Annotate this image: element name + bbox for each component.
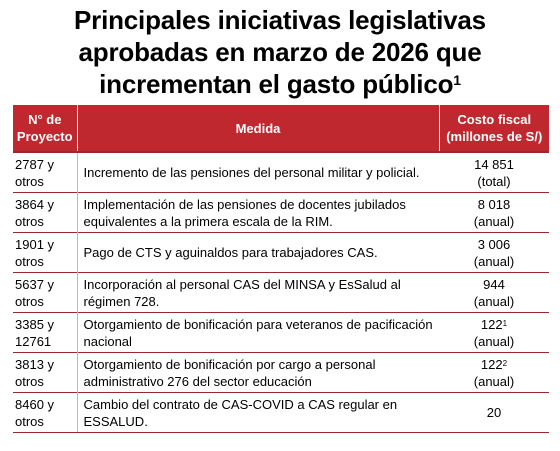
cost-unit: (anual)	[473, 293, 515, 309]
measure-text: Incremento de las pensiones del personal militar y policial.	[77, 152, 439, 193]
cost-value: 14 851	[474, 156, 514, 172]
header-cost: Costo fiscal (millones de S/)	[439, 105, 549, 152]
header-measure: Medida	[77, 105, 439, 152]
cost-unit: (anual)	[473, 253, 515, 269]
measure-text: Otorgamiento de bonificación por cargo a personal administrativo 276 del sector educación	[77, 353, 439, 393]
project-number: 1901 y otros	[13, 233, 77, 273]
measure-text: Pago de CTS y aguinaldos para trabajadores CAS.	[77, 233, 439, 273]
cost-value: 8 018	[477, 196, 511, 212]
cost-value: 20	[486, 405, 502, 420]
cost-value: 3 006	[477, 236, 511, 252]
header-project: N° de Proyecto	[13, 105, 77, 152]
page-title	[0, 4, 560, 100]
cost-unit: (anual)	[473, 373, 515, 389]
cost-footnote: 2	[502, 358, 508, 368]
measure-text: Implementación de las pensiones de docentes jubilados equivalentes a la primera escala de la RIM.	[77, 193, 439, 233]
cost-footnote: 1	[502, 318, 508, 328]
cost-cell	[439, 193, 549, 233]
cost-cell	[439, 152, 549, 193]
table-row	[13, 393, 549, 433]
cost-unit: (total)	[477, 173, 511, 189]
title-footnote-mark: 1	[453, 72, 461, 88]
cost-unit: (anual)	[473, 333, 515, 349]
project-number: 3813 y otros	[13, 353, 77, 393]
cost-cell	[439, 273, 549, 313]
table-row	[13, 353, 549, 393]
project-number: 8460 y otros	[13, 393, 77, 433]
page-title-text: Principales iniciativas legislativas aprobadas en marzo de 2026 que incrementan el gasto público	[74, 5, 486, 99]
table-row	[13, 313, 549, 353]
cost-cell	[439, 393, 549, 433]
table-row	[13, 152, 549, 193]
cost-cell	[439, 313, 549, 353]
cost-cell	[439, 353, 549, 393]
cost-value: 122	[480, 316, 503, 332]
measure-text: Cambio del contrato de CAS-COVID a CAS regular en ESSALUD.	[77, 393, 439, 433]
project-number: 2787 y otros	[13, 152, 77, 193]
table-row	[13, 193, 549, 233]
measure-text: Incorporación al personal CAS del MINSA y EsSalud al régimen 728.	[77, 273, 439, 313]
table-row	[13, 273, 549, 313]
cost-value: 122	[480, 356, 503, 372]
project-number: 3864 y otros	[13, 193, 77, 233]
initiatives-table	[13, 105, 549, 433]
project-number: 3385 y 12761	[13, 313, 77, 353]
table-header-row	[13, 105, 549, 152]
cost-unit: (anual)	[473, 213, 515, 229]
cost-value: 944	[483, 276, 505, 292]
table-row	[13, 233, 549, 273]
cost-cell	[439, 233, 549, 273]
measure-text: Otorgamiento de bonificación para veteranos de pacificación nacional	[77, 313, 439, 353]
project-number: 5637 y otros	[13, 273, 77, 313]
